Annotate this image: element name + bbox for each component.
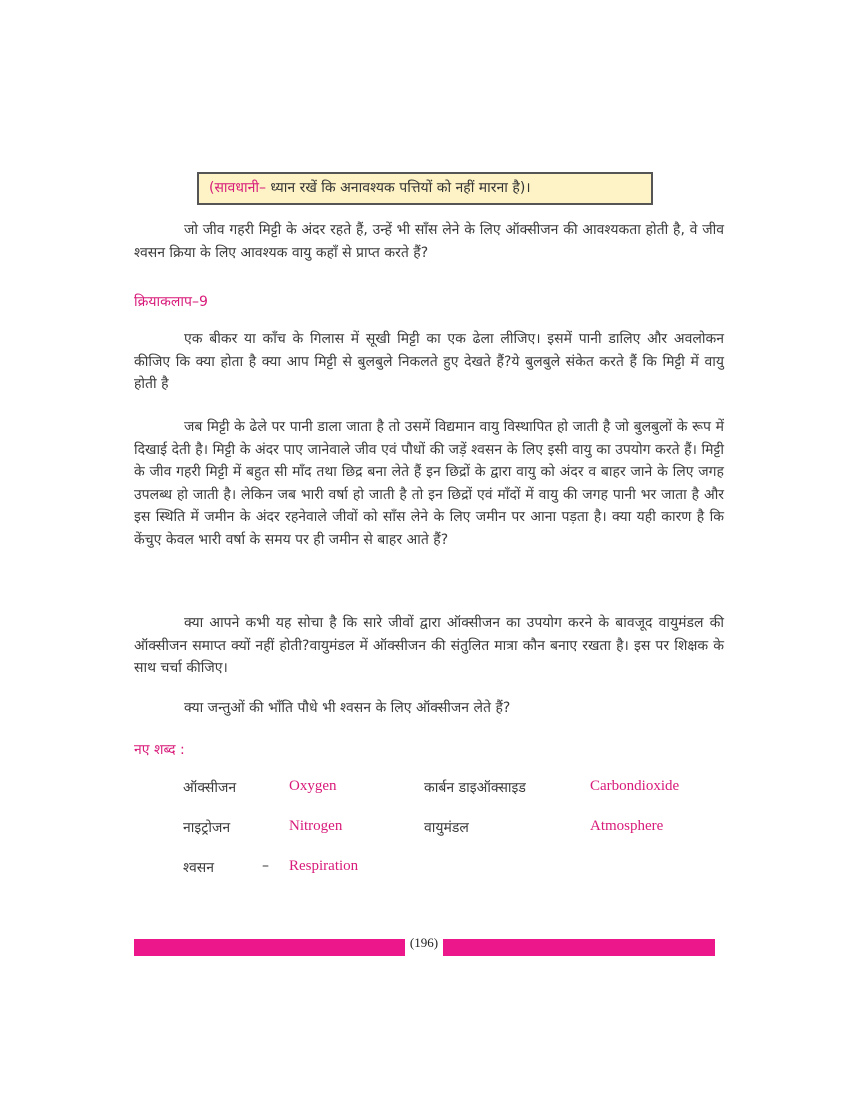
vocab-english-term: Atmosphere [590,818,664,834]
vocab-hindi-term: श्वसन [183,860,214,876]
footer-bar-right [443,939,715,956]
caution-box [197,172,653,205]
vocab-english-term: Carbondioxide [590,778,680,794]
vocabulary-list [0,770,850,900]
new-words-heading: नए शब्द : [134,742,185,758]
paragraph-activity: एक बीकर या काँच के गिलास में सूखी मिट्टी का एक ढेला लीजिए। इसमें पानी डालिए और अवलोकन कीजिए कि क्या होता है क्या आप मिट्टी से बुलबुले निकलते हुए देखते हैं?ये बुलबुले संकेत करते हैं कि मिट्टी में वायु होती है [134,331,724,392]
vocab-english-term: Oxygen [289,778,337,794]
vocab-hindi-term: नाइट्रोजन [183,820,231,836]
paragraph-explanation: जब मिट्टी के ढेले पर पानी डाला जाता है तो उसमें विद्यमान वायु विस्थापित हो जाती है जो बुलबुलों के रूप में दिखाई देती है। मिट्टी के अंदर पाए जानेवाले जीव एवं पौधों की जड़ें श्वसन के लिए इसी वायु का उपयोग करते हैं। मिट्टी के जीव गहरी मिट्टी में बहुत सी माँद तथा छिद्र बना लेते हैं इन छिद्रों के द्वारा वायु को अंदर व बाहर जाने के लिए जगह उपलब्ध हो जाती है। लेकिन जब भारी वर्षा हो जाती है तो इन छिद्रों एवं माँदों में वायु की जगह पानी भर जाता है और इस स्थिति में जमीन के अंदर रहनेवाले जीवों को साँस लेने के लिए जमीन पर आना पड़ता है। क्या यही कारण है कि केंचुए केवल भारी वर्षा के समय पर ही जमीन से बाहर आते हैं? [134,419,724,548]
vocab-dash: – [262,858,269,874]
footer-bar-left [134,939,405,956]
activity-heading: क्रियाकलाप–9 [134,294,208,310]
vocab-english-term: Nitrogen [289,818,343,834]
paragraph-question-plants: क्या जन्तुओं की भाँति पौधे भी श्वसन के लिए ऑक्सीजन लेते हैं? [184,700,511,716]
vocab-hindi-term: वायुमंडल [424,820,469,836]
vocab-english-term: Respiration [289,858,359,874]
paragraph-question-oxygen: क्या आपने कभी यह सोचा है कि सारे जीवों द्वारा ऑक्सीजन का उपयोग करने के बावजूद वायुमंडल की ऑक्सीजन समाप्त क्यों नहीं होती?वायुमंडल में ऑक्सीजन की संतुलित मात्रा कौन बनाए रखता है। इस पर शिक्षक के साथ चर्चा कीजिए। [134,615,724,676]
vocab-hindi-term: ऑक्सीजन [183,780,237,796]
caution-text: ध्यान रखें कि अनावश्यक पत्तियों को नहीं मारना है)। [265,180,531,196]
vocab-hindi-term: कार्बन डाइऑक्साइड [424,780,526,796]
paragraph-intro: जो जीव गहरी मिट्टी के अंदर रहते हैं, उन्हें भी साँस लेने के लिए ऑक्सीजन की आवश्यकता होती है, वे जीव श्वसन क्रिया के लिए आवश्यक वायु कहाँ से प्राप्त करते हैं? [134,222,724,261]
caution-label: (सावधानी– [209,180,266,196]
page-number: (196) [409,935,439,950]
